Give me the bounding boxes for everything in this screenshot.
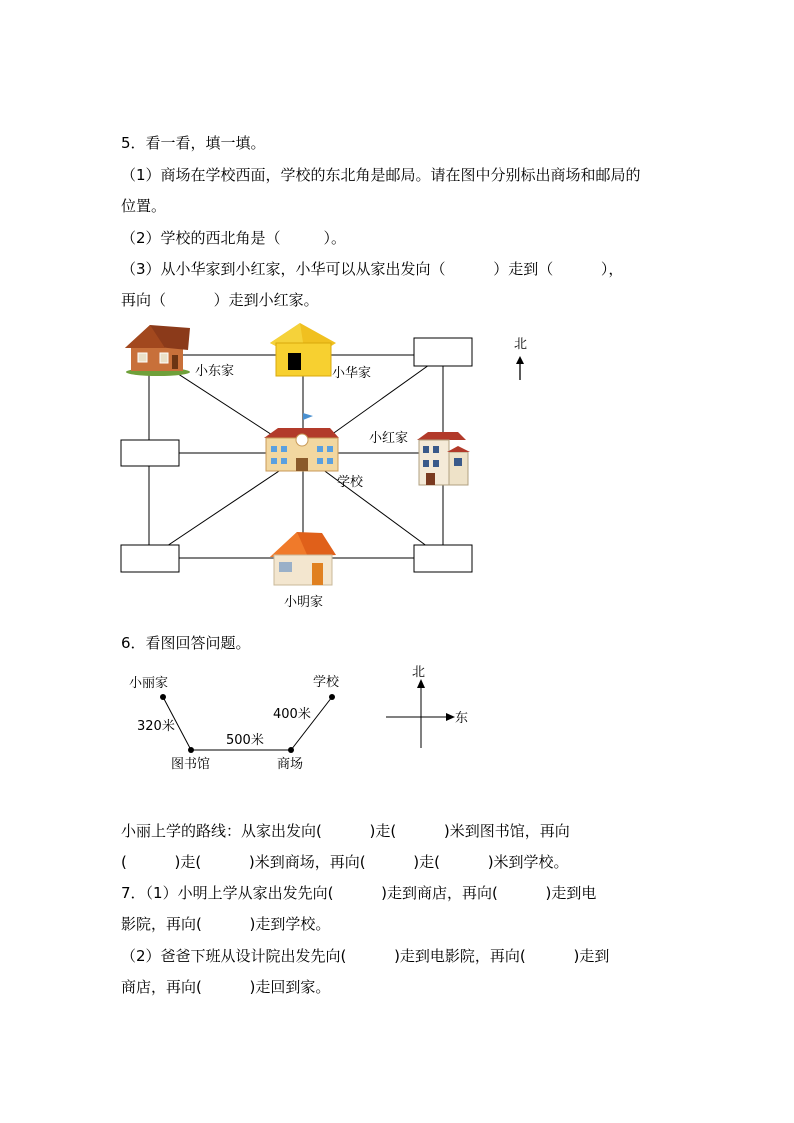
label-xiaohong: 小红家	[369, 431, 409, 446]
q7-line3: （2）爸爸下班从设计院出发先向( )走到电影院，再向( )走到	[121, 947, 610, 965]
q5-part3-line1: （3）从小华家到小红家，小华可以从家出发向（ ）走到（ ），	[121, 260, 624, 278]
q7-line2: 影院，再向( )走到学校。	[121, 915, 331, 933]
label-school: 学校	[337, 475, 364, 490]
label-distance-320: 320米	[137, 719, 175, 734]
label-distance-500: 500米	[226, 733, 264, 748]
school-dot	[329, 694, 335, 700]
q5-title: 5．看一看，填一填。	[121, 134, 266, 152]
xiaoli-dot	[160, 694, 166, 700]
label-mall: 商场	[277, 757, 304, 772]
label-xiaoming: 小明家	[284, 595, 324, 610]
q7-line1: 7．（1）小明上学从家出发先向( )走到商店，再向( )走到电	[121, 884, 597, 902]
label-north-q6: 北	[412, 665, 426, 680]
q6-title: 6．看图回答问题。	[121, 634, 251, 652]
label-xiaodong: 小东家	[195, 364, 235, 379]
q7-line4: 商店，再向( )走回到家。	[121, 978, 331, 996]
library-dot	[188, 747, 194, 753]
q6-answer-line1: 小丽上学的路线：从家出发向( )走( )米到图书馆，再向	[121, 822, 570, 840]
label-north-q5: 北	[514, 337, 528, 352]
label-xiaoli-home: 小丽家	[129, 676, 169, 691]
q5-part2: （2）学校的西北角是（ ）。	[121, 229, 346, 247]
label-route-school: 学校	[313, 675, 340, 690]
label-library: 图书馆	[171, 757, 211, 772]
mall-dot	[288, 747, 294, 753]
label-east-q6: 东	[455, 711, 469, 726]
q6-answer-line2: ( )走( )米到商场，再向( )走( )米到学校。	[121, 853, 569, 871]
q5-part3-line2: 再向（ ）走到小红家。	[121, 291, 319, 309]
label-xiaohua: 小华家	[332, 366, 372, 381]
q5-part1-line2: 位置。	[121, 197, 167, 215]
label-distance-400: 400米	[273, 707, 311, 722]
q5-part1-line1: （1）商场在学校西面，学校的东北角是邮局。请在图中分别标出商场和邮局的	[121, 166, 641, 184]
compass-icon	[386, 679, 455, 748]
